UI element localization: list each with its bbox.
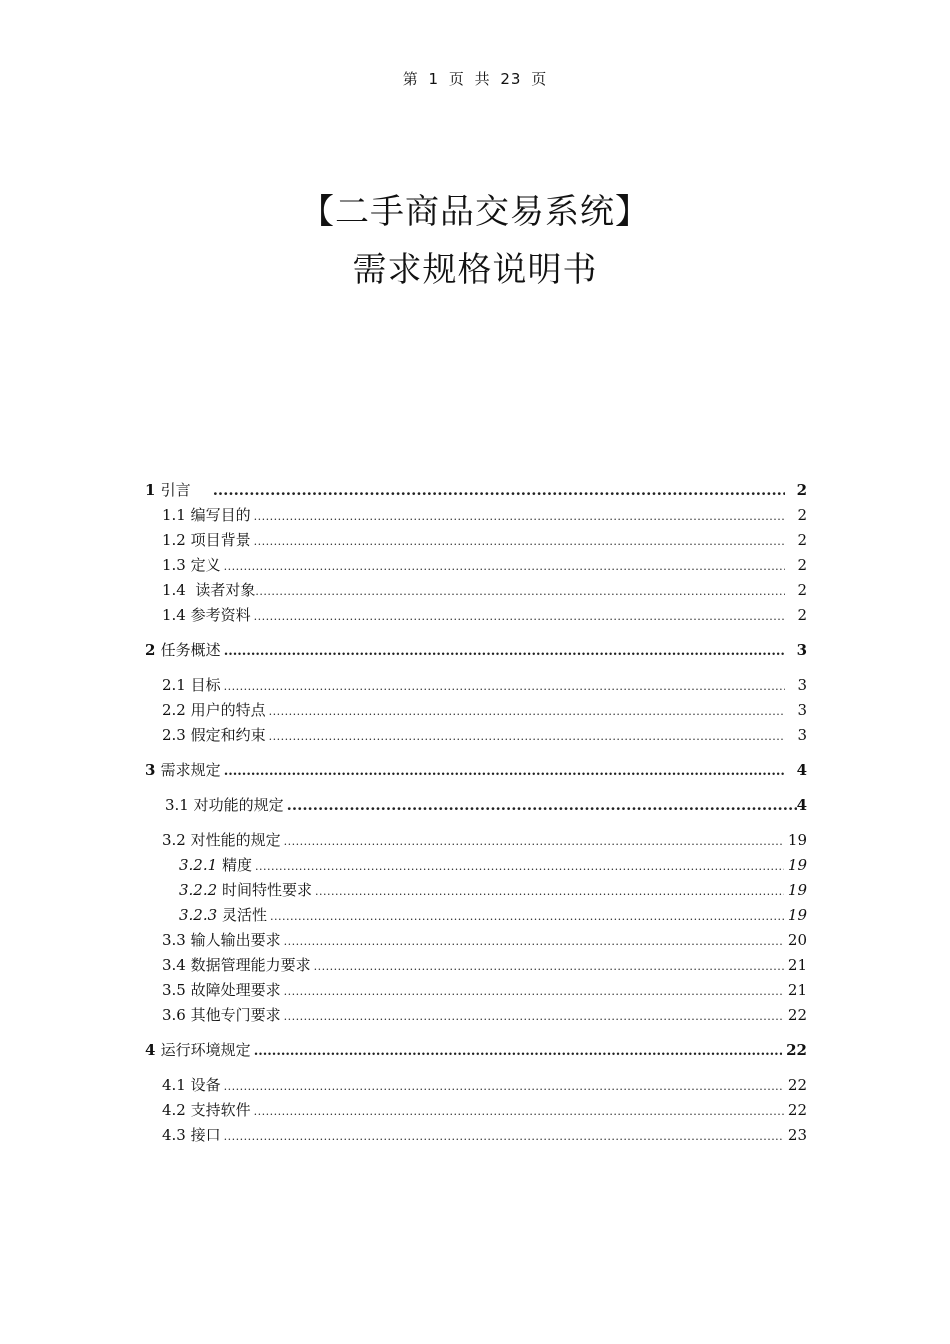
- toc-page: 3: [797, 676, 807, 694]
- toc-page: 19: [787, 906, 807, 924]
- toc-entry[interactable]: [145, 1073, 807, 1098]
- toc-number: 3.2.2: [179, 881, 218, 899]
- toc-leader: [254, 529, 785, 553]
- toc-page: 19: [787, 831, 807, 849]
- toc-number: 2.3: [162, 726, 186, 744]
- toc-entry[interactable]: [145, 723, 807, 748]
- toc-title: 对功能的规定: [193, 796, 284, 814]
- toc-entry[interactable]: [145, 793, 807, 818]
- toc-number: 1.2: [162, 531, 186, 549]
- toc-leader: [284, 979, 784, 1003]
- toc-number: 3.5: [162, 981, 186, 999]
- toc-entry[interactable]: [145, 758, 807, 783]
- toc-number: 1.4: [162, 581, 186, 599]
- toc-leader: [269, 699, 785, 723]
- toc-page: 4: [796, 796, 807, 814]
- document-title: 【二手商品交易系统】: [300, 192, 650, 232]
- toc-title: 编写目的: [190, 506, 251, 524]
- toc-title: 支持软件: [190, 1101, 251, 1119]
- toc-entry[interactable]: [145, 1098, 807, 1123]
- toc-number: 1: [145, 481, 156, 499]
- toc-leader: [255, 579, 785, 603]
- toc-title: 数据管理能力要求: [190, 956, 311, 974]
- toc-number: 3.2.3: [179, 906, 218, 924]
- toc-leader: [284, 1004, 784, 1028]
- toc-leader: [284, 929, 784, 953]
- toc-page: 22: [786, 1041, 807, 1059]
- toc-title: 定义: [190, 556, 221, 574]
- toc-page: 2: [797, 606, 807, 624]
- toc-title: 时间特性要求: [221, 881, 312, 899]
- toc-number: 4.1: [162, 1076, 186, 1094]
- toc-title: 精度: [221, 856, 252, 874]
- toc-number: 2: [145, 641, 156, 659]
- toc-page: 2: [797, 531, 807, 549]
- toc-entry[interactable]: [145, 853, 807, 878]
- toc-entry[interactable]: [145, 1003, 807, 1028]
- toc-leader: [224, 639, 785, 663]
- toc-number: 1.1: [162, 506, 186, 524]
- toc-page: 21: [787, 956, 807, 974]
- toc-entry[interactable]: [145, 953, 807, 978]
- toc-leader: [255, 854, 784, 878]
- toc-page: 4: [796, 761, 807, 779]
- toc-leader: [270, 904, 784, 928]
- toc-page: 23: [787, 1126, 807, 1144]
- toc-number: 2.2: [162, 701, 186, 719]
- toc-page: 3: [796, 641, 807, 659]
- toc-page: 20: [787, 931, 807, 949]
- toc-title: 运行环境规定: [160, 1041, 251, 1059]
- toc-leader: [254, 1039, 782, 1063]
- toc-number: 3.6: [162, 1006, 186, 1024]
- toc-entry[interactable]: [145, 638, 807, 663]
- toc-title: 引言: [160, 481, 191, 499]
- toc-page: 3: [797, 726, 807, 744]
- toc-number: 4.2: [162, 1101, 186, 1119]
- toc-page: 19: [787, 881, 807, 899]
- toc-title: 输人输出要求: [190, 931, 281, 949]
- toc-entry[interactable]: [145, 673, 807, 698]
- toc-entry[interactable]: [145, 553, 807, 578]
- toc-entry[interactable]: [145, 903, 807, 928]
- toc-leader: [254, 1099, 784, 1123]
- toc-title: 灵活性: [221, 906, 267, 924]
- toc-entry[interactable]: [145, 928, 807, 953]
- toc-entry[interactable]: [145, 1123, 807, 1148]
- toc-leader: [213, 478, 785, 503]
- toc-entry[interactable]: [145, 1038, 807, 1063]
- toc-page: 2: [796, 481, 807, 499]
- toc-title: 任务概述: [160, 641, 221, 659]
- toc-leader: [224, 674, 785, 698]
- toc-leader: [224, 759, 785, 783]
- toc-number: 3: [145, 761, 156, 779]
- toc-page: 22: [787, 1006, 807, 1024]
- toc-number: 4.3: [162, 1126, 186, 1144]
- toc-page: 21: [787, 981, 807, 999]
- toc-entry[interactable]: [145, 503, 807, 528]
- toc-number: 2.1: [162, 676, 186, 694]
- toc-entry[interactable]: [145, 828, 807, 853]
- toc-leader: [315, 879, 784, 903]
- toc-leader: [224, 554, 785, 578]
- toc-leader: [224, 1074, 784, 1098]
- toc-number: 3.1: [165, 796, 189, 814]
- toc-title: 读者对象: [195, 581, 256, 599]
- toc-leader: [254, 504, 785, 528]
- toc-number: 1.3: [162, 556, 186, 574]
- table-of-contents: [145, 478, 807, 1148]
- toc-page: 22: [787, 1076, 807, 1094]
- toc-title: 对性能的规定: [190, 831, 281, 849]
- toc-leader: [269, 724, 785, 748]
- toc-title: 假定和约束: [190, 726, 266, 744]
- page-indicator: 第 1 页 共 23 页: [402, 70, 548, 88]
- toc-leader: [254, 604, 785, 628]
- document-subtitle: 需求规格说明书: [352, 250, 598, 290]
- toc-page: 22: [787, 1101, 807, 1119]
- toc-number: 3.2: [162, 831, 186, 849]
- toc-number: 3.3: [162, 931, 186, 949]
- toc-page: 2: [797, 506, 807, 524]
- toc-title: 参考资料: [190, 606, 251, 624]
- toc-title: 需求规定: [160, 761, 221, 779]
- toc-leader: [284, 829, 784, 853]
- toc-number: 1.4: [162, 606, 186, 624]
- toc-title: 项目背景: [190, 531, 251, 549]
- toc-leader: [224, 1124, 784, 1148]
- toc-number: 4: [145, 1041, 156, 1059]
- toc-entry[interactable]: [145, 978, 807, 1003]
- toc-entry[interactable]: [145, 528, 807, 553]
- toc-leader: [287, 793, 797, 818]
- toc-page: 2: [797, 581, 807, 599]
- toc-number: 3.4: [162, 956, 186, 974]
- toc-entry[interactable]: [145, 603, 807, 628]
- toc-title: 故障处理要求: [190, 981, 281, 999]
- toc-leader: [314, 954, 784, 978]
- toc-entry[interactable]: [145, 698, 807, 723]
- toc-title: 用户的特点: [190, 701, 266, 719]
- toc-title: 其他专门要求: [190, 1006, 281, 1024]
- toc-number: 3.2.1: [179, 856, 218, 874]
- toc-page: 19: [787, 856, 807, 874]
- toc-title: 接口: [190, 1126, 221, 1144]
- toc-page: 3: [797, 701, 807, 719]
- toc-page: 2: [797, 556, 807, 574]
- toc-title: 设备: [190, 1076, 221, 1094]
- toc-entry[interactable]: [145, 878, 807, 903]
- toc-entry[interactable]: [145, 478, 807, 503]
- toc-title: 目标: [190, 676, 221, 694]
- toc-entry[interactable]: [145, 578, 807, 603]
